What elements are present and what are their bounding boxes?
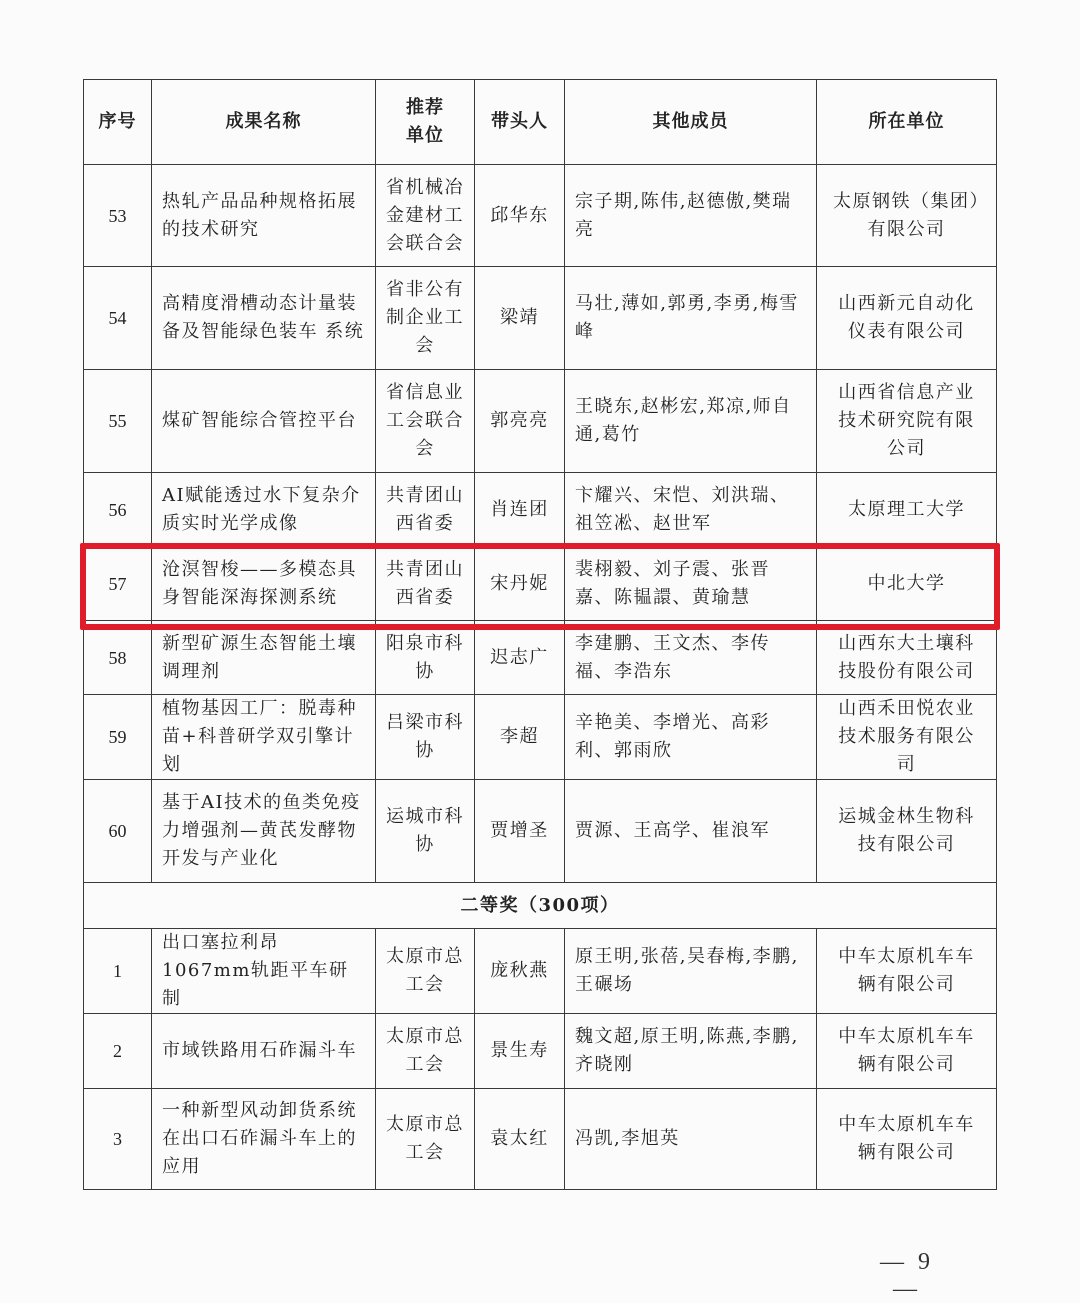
row-members: 马壮,薄如,郭勇,李勇,梅雪峰: [565, 267, 817, 370]
table-row: [84, 370, 997, 473]
row-leader: 景生寿: [475, 1014, 565, 1089]
row-members: 冯凯,李旭英: [565, 1089, 817, 1190]
row-recommender: 太原市总工会: [376, 1089, 475, 1190]
row-leader: 梁靖: [475, 267, 565, 370]
row-no: 55: [84, 370, 152, 473]
row-members: 贾源、王高学、崔浪军: [565, 780, 817, 883]
row-no: 60: [84, 780, 152, 883]
row-no: 58: [84, 621, 152, 695]
row-recommender: 共青团山西省委: [376, 473, 475, 547]
row-recommender: 省非公有制企业工会: [376, 267, 475, 370]
row-leader: 肖连团: [475, 473, 565, 547]
row-title: 一种新型风动卸货系统在出口石砟漏斗车上的应用: [152, 1089, 376, 1190]
row-title: 新型矿源生态智能土壤调理剂: [152, 621, 376, 695]
row-no: 2: [84, 1014, 152, 1089]
row-title: 出口塞拉利昂1067mm轨距平车研制: [152, 929, 376, 1014]
row-no: 53: [84, 165, 152, 267]
row-recommender: 运城市科协: [376, 780, 475, 883]
row-title: 市域铁路用石砟漏斗车: [152, 1014, 376, 1089]
row-leader: 迟志广: [475, 621, 565, 695]
row-members: 裴栩毅、刘子震、张晋嘉、陈韫譞、黄瑜慧: [565, 547, 817, 621]
table-header-row: [84, 80, 997, 165]
header-recommender: [376, 80, 475, 165]
table-row: [84, 1014, 997, 1089]
row-title: 高精度滑槽动态计量装备及智能绿色装车 系统: [152, 267, 376, 370]
table-row: [84, 621, 997, 695]
row-unit: 山西省信息产业技术研究院有限公司: [817, 370, 997, 473]
row-recommender: 省机械冶金建材工会联合会: [376, 165, 475, 267]
header-unit: 所在单位: [817, 80, 997, 165]
header-recommender-line2: 单位: [406, 125, 444, 146]
row-unit: 中车太原机车车辆有限公司: [817, 1089, 997, 1190]
section-header-row: [84, 883, 997, 929]
header-no: 序号: [84, 80, 152, 165]
row-no: 1: [84, 929, 152, 1014]
row-members: 宗子期,陈伟,赵德傲,樊瑞亮: [565, 165, 817, 267]
row-unit: 中北大学: [817, 547, 997, 621]
row-members: 李建鹏、王文杰、李传福、李浩东: [565, 621, 817, 695]
row-title: 沧溟智梭——多模态具身智能深海探测系统: [152, 547, 376, 621]
row-unit: 山西禾田悦农业技术服务有限公司: [817, 695, 997, 780]
table-row: [84, 1089, 997, 1190]
row-unit: 山西东大土壤科技股份有限公司: [817, 621, 997, 695]
table-row: [84, 267, 997, 370]
row-title: 煤矿智能综合管控平台: [152, 370, 376, 473]
table-row: [84, 473, 997, 547]
row-unit: 太原钢铁（集团）有限公司: [817, 165, 997, 267]
header-title: 成果名称: [152, 80, 376, 165]
row-no: 54: [84, 267, 152, 370]
row-no: 56: [84, 473, 152, 547]
row-no: 59: [84, 695, 152, 780]
row-recommender: 吕梁市科协: [376, 695, 475, 780]
row-members: 魏文超,原王明,陈燕,李鹏,齐晓刚: [565, 1014, 817, 1089]
row-leader: 郭亮亮: [475, 370, 565, 473]
row-leader: 贾增圣: [475, 780, 565, 883]
row-members: 原王明,张蓓,吴春梅,李鹏,王碾场: [565, 929, 817, 1014]
awards-table: [83, 79, 997, 1190]
row-recommender: 阳泉市科协: [376, 621, 475, 695]
header-members: 其他成员: [565, 80, 817, 165]
row-title: 基于AI技术的鱼类免疫力增强剂—黄芪发酵物开发与产业化: [152, 780, 376, 883]
row-recommender: 太原市总工会: [376, 929, 475, 1014]
row-recommender: 共青团山西省委: [376, 547, 475, 621]
row-leader: 袁太红: [475, 1089, 565, 1190]
section-title: 二等奖（300项）: [84, 883, 997, 929]
row-title: 植物基因工厂：脱毒种苗+科普研学双引擎计划: [152, 695, 376, 780]
row-unit: 运城金林生物科技有限公司: [817, 780, 997, 883]
row-leader: 庞秋燕: [475, 929, 565, 1014]
row-unit: 太原理工大学: [817, 473, 997, 547]
row-no: 57: [84, 547, 152, 621]
row-members: 王晓东,赵彬宏,郑凉,师自通,葛竹: [565, 370, 817, 473]
header-leader: 带头人: [475, 80, 565, 165]
table-row: [84, 929, 997, 1014]
row-unit: 山西新元自动化仪表有限公司: [817, 267, 997, 370]
row-title: 热轧产品品种规格拓展的技术研究: [152, 165, 376, 267]
row-unit: 中车太原机车车辆有限公司: [817, 1014, 997, 1089]
row-recommender: 省信息业工会联合会: [376, 370, 475, 473]
row-leader: 宋丹妮: [475, 547, 565, 621]
table-row: [84, 695, 997, 780]
row-no: 3: [84, 1089, 152, 1190]
page-number: — 9 —: [880, 1249, 934, 1302]
table-row: [84, 780, 997, 883]
header-recommender-line1: 推荐: [406, 97, 444, 118]
row-leader: 邱华东: [475, 165, 565, 267]
row-leader: 李超: [475, 695, 565, 780]
row-recommender: 太原市总工会: [376, 1014, 475, 1089]
row-unit: 中车太原机车车辆有限公司: [817, 929, 997, 1014]
table-row-highlighted: [84, 547, 997, 621]
row-members: 卞耀兴、宋恺、刘洪瑞、祖笠凇、赵世军: [565, 473, 817, 547]
table-row: [84, 165, 997, 267]
row-members: 辛艳美、李增光、高彩利、郭雨欣: [565, 695, 817, 780]
row-title: AI赋能透过水下复杂介质实时光学成像: [152, 473, 376, 547]
